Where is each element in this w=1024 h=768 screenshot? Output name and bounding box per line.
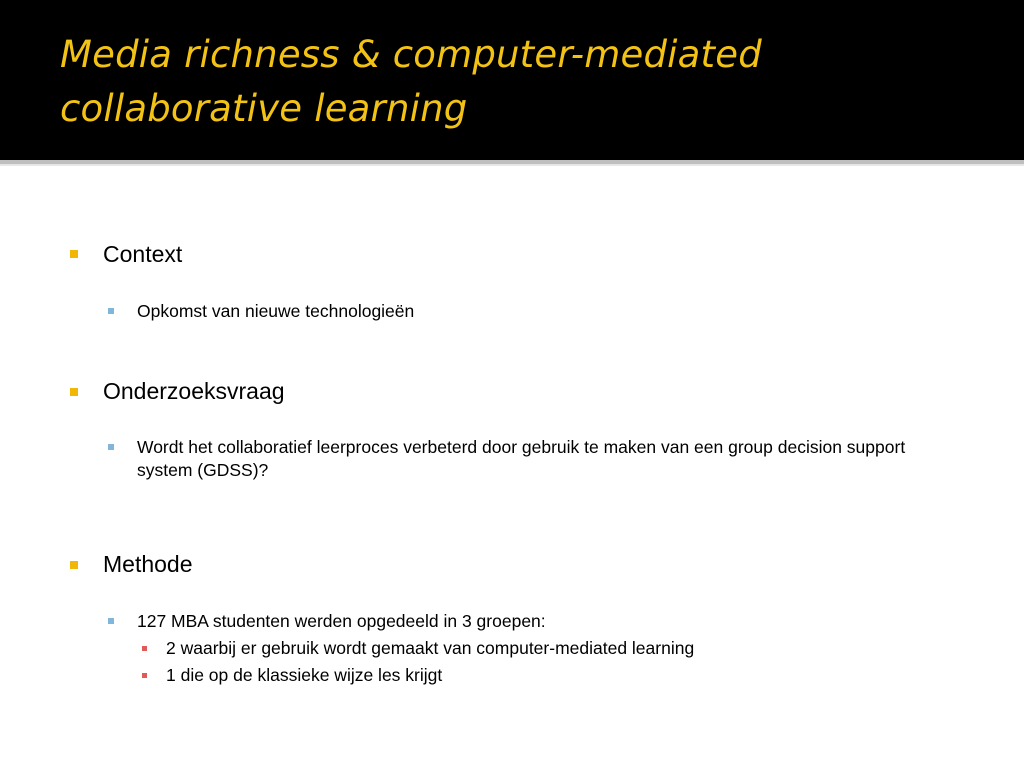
section-heading-methode: Methode <box>103 551 193 577</box>
level1-bullet-icon <box>70 250 78 258</box>
methode-subitem: 1 die op de klassieke wijze les krijgt <box>166 665 443 685</box>
level2-bullet-icon <box>108 308 114 314</box>
methode-item: 127 MBA studenten werden opgedeeld in 3 groepen: <box>137 611 546 631</box>
section-heading-context: Context <box>103 241 183 267</box>
level2-bullet-icon <box>108 444 114 450</box>
methode-subitem: 2 waarbij er gebruik wordt gemaakt van computer-mediated learning <box>166 638 695 658</box>
context-item: Opkomst van nieuwe technologieën <box>137 301 415 321</box>
level3-bullet-icon <box>142 646 147 651</box>
slide-title: Media richness & computer-mediated collaborative learning <box>60 33 762 130</box>
level2-bullet-icon <box>108 618 114 624</box>
level3-bullet-icon <box>142 673 147 678</box>
level1-bullet-icon <box>70 561 78 569</box>
onderzoeksvraag-item: Wordt het collaboratief leerproces verbeterd door gebruik te maken van een group decision support system (GDSS)? <box>137 437 906 480</box>
section-heading-onderzoeksvraag: Onderzoeksvraag <box>103 378 285 404</box>
level1-bullet-icon <box>70 388 78 396</box>
